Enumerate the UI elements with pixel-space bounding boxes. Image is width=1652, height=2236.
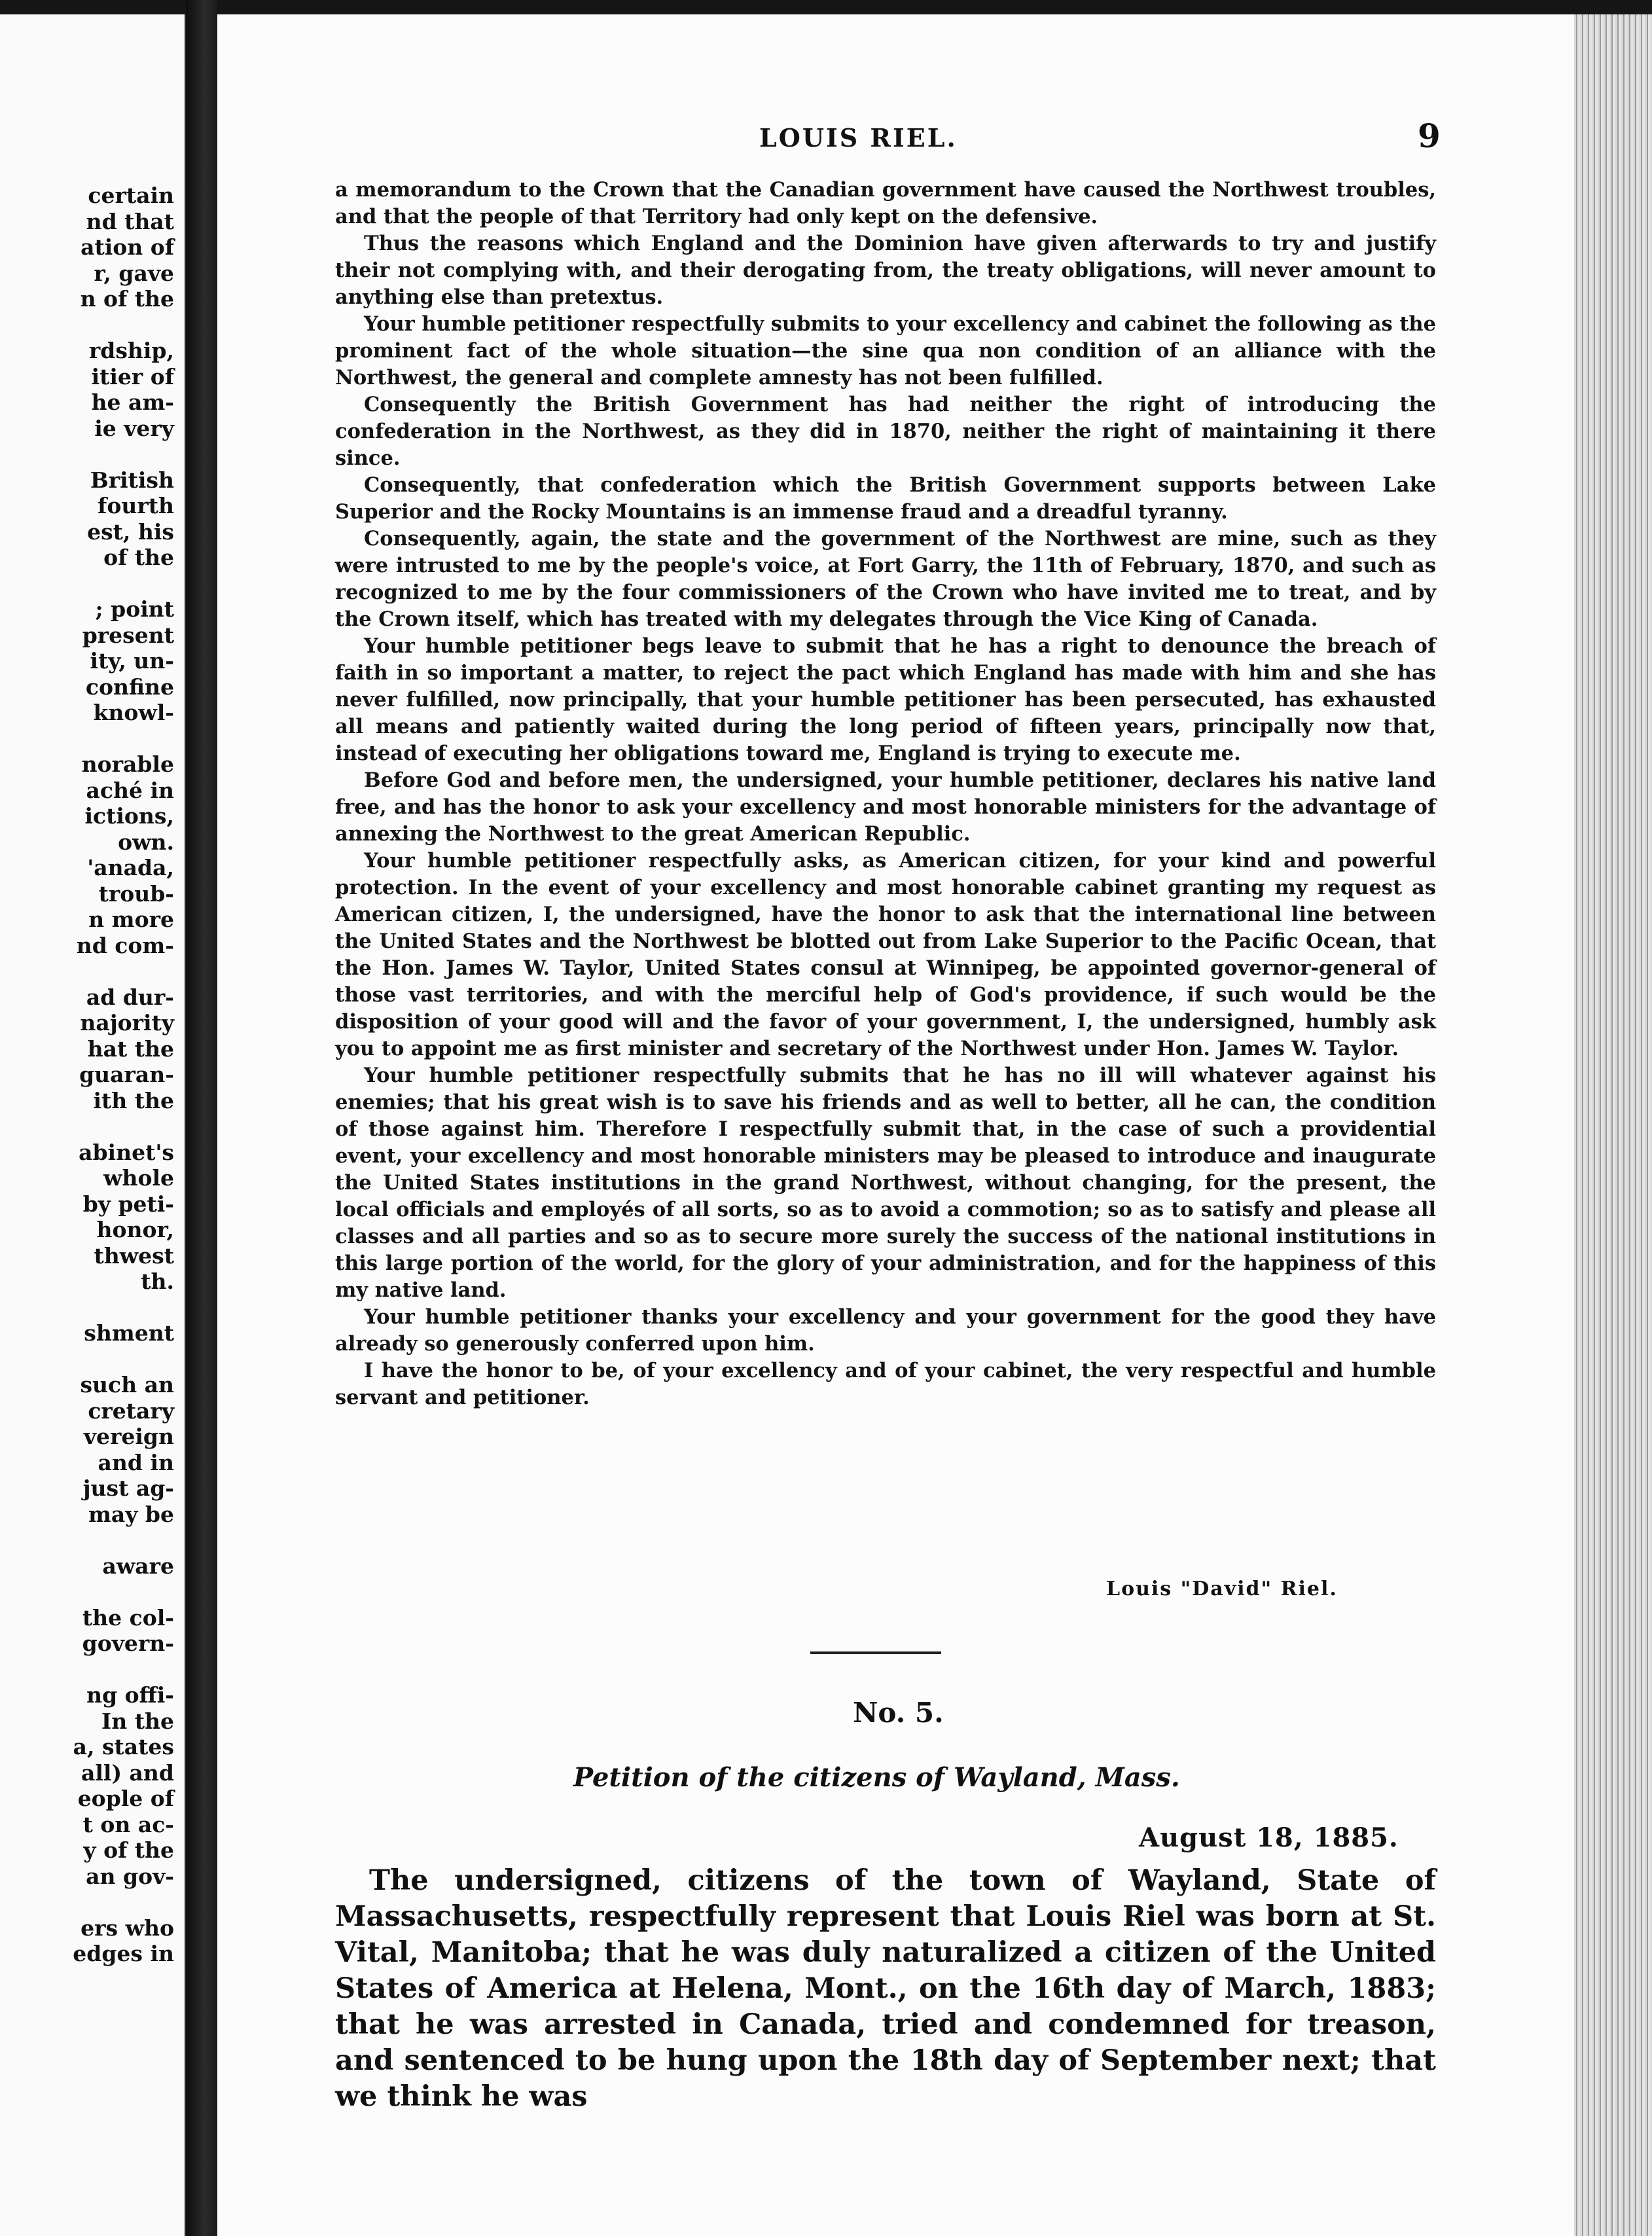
petition-date: August 18, 1885.	[1139, 1822, 1399, 1853]
left-page-line: honor,	[96, 1217, 174, 1242]
paragraph: Thus the reasons which England and the Dominion have given afterwards to try and justify their not complying with, and their derogating from, the treaty obligations, will never amount to anything else than pretextus.	[335, 232, 1436, 309]
paragraph: a memorandum to the Crown that the Canadian government have caused the Northwest troubles, and that the people of that Territory had only kept on the defensive.	[335, 178, 1436, 228]
left-page-line: ers who	[81, 1915, 174, 1941]
paragraph: Consequently, again, the state and the government of the Northwest are mine, such as they were intrusted to me by the people's voice, at Fort Garry, the 11th of February, 1870, and such as recognized to me by the four commissioners of the Crown who have invited me to treat, and by the Crown itself, which has treated with my delegates through the Vice King of Canada.	[335, 527, 1436, 631]
left-page-line: ation of	[81, 234, 174, 260]
left-page-line: of the	[103, 545, 174, 570]
left-page-line: ; point	[95, 596, 174, 622]
paragraph: Your humble petitioner respectfully submits that he has no ill will whatever against his enemies; that his great wish is to save his friends and as well to better, all he can, the condition of those against him. Therefore I respectfully submit that, in the case of such a providential event, your excellency and most honorable ministers may be pleased to introduce and inaugurate the United States institutions in the grand Northwest, without changing, for the present, the local officials and employés of all sorts, so as to avoid a commotion; so as to satisfy and please all classes and all parties and so as to secure more surely the success of the national institutions in this large portion of the world, for the glory of your administration, and for the happiness of this my native land.	[335, 1064, 1436, 1302]
paragraph: I have the honor to be, of your excellency and of your cabinet, the very respectful and humble servant and petitioner.	[335, 1359, 1436, 1409]
left-page-fragment	[0, 14, 186, 2236]
body-text	[335, 177, 1436, 1411]
left-page-line: shment	[84, 1320, 174, 1346]
left-page-line: y of the	[83, 1837, 174, 1863]
paragraph: Consequently, that confederation which the British Government supports between Lake Superior and the Rocky Mountains is an immense fraud and a dreadful tyranny.	[335, 473, 1436, 524]
left-page-line: est, his	[87, 518, 174, 545]
signature: Louis "David" Riel.	[1106, 1578, 1338, 1600]
left-page-line: and in	[98, 1449, 174, 1475]
left-page-line: nd com-	[76, 932, 174, 958]
left-page-line: all) and	[81, 1759, 174, 1786]
left-page-line: itier of	[91, 363, 174, 389]
left-page-line: may be	[88, 1501, 174, 1527]
paragraph: Your humble petitioner respectfully asks, as American citizen, for your kind and powerful protection. In the event of your excellency and most honorable cabinet granting my request as American citizen, I, the undersigned, have the honor to ask that the international line between the United States and the Northwest be blotted out from Lake Superior to the Pacific Ocean, that the Hon. James W. Taylor, United States consul at Winnipeg, be appointed governor-general of those vast territories, and with the merciful help of God's providence, if such would be the disposition of your good will and the favor of your government, I, the undersigned, humbly ask you to appoint me as first minister and secretary of the Northwest under Hon. James W. Taylor.	[335, 849, 1436, 1060]
left-page-line: cretary	[88, 1398, 174, 1424]
left-page-line: eople of	[77, 1786, 174, 1811]
petition-text	[335, 1863, 1436, 2115]
left-page-line: ng offi-	[86, 1682, 174, 1708]
paragraph: The undersigned, citizens of the town of Wayland, State of Massachusetts, respectfully represent that Louis Riel was born at St. Vital, Manitoba; that he was duly naturalized a citizen of the United States of America at Helena, Mont., on the 16th day of March, 1883; that he was arrested in Canada, tried and condemned for treason, and sentenced to be hung upon the 18th day of September next; that we think he was	[335, 1864, 1436, 2113]
left-page-line: such an	[80, 1372, 174, 1398]
left-page-line: govern-	[82, 1631, 174, 1656]
left-page-line: by peti-	[82, 1191, 174, 1217]
left-page-line: certain	[88, 183, 174, 208]
left-page-line: present	[82, 622, 174, 648]
left-page-line: abinet's	[79, 1139, 174, 1165]
left-page-line: r, gave	[94, 260, 174, 286]
left-page-line: th.	[141, 1269, 174, 1294]
left-page-line: In the	[101, 1708, 174, 1734]
left-page-line: fourth	[98, 493, 174, 518]
section-rule	[810, 1651, 941, 1654]
left-page-line: a, states	[73, 1734, 174, 1759]
left-page-line: troub-	[98, 880, 174, 907]
page-number: 9	[1418, 117, 1441, 155]
left-page-line: own.	[118, 829, 174, 855]
left-page-line: just ag-	[82, 1475, 174, 1501]
book-gutter	[186, 0, 217, 2236]
left-page-line: vereign	[83, 1424, 174, 1449]
left-page-line: ie very	[94, 415, 174, 441]
paragraph: Your humble petitioner thanks your excellency and your government for the good they have already so generously conferred upon him.	[335, 1305, 1436, 1356]
left-page-line: ictions,	[84, 803, 174, 829]
left-page-line: confine	[85, 674, 174, 700]
left-page-line: edges in	[73, 1941, 174, 1966]
petition-title: Petition of the citizens of Wayland, Mass.	[573, 1762, 1180, 1793]
left-page-line: ad dur-	[86, 984, 174, 1010]
left-page-line: aware	[102, 1553, 174, 1579]
page-edge	[1574, 14, 1652, 2236]
left-page-line: ith the	[93, 1087, 174, 1113]
paragraph: Your humble petitioner respectfully submits to your excellency and cabinet the following as the prominent fact of the whole situation—the sine qua non condition of an alliance with the Northwest, the general and complete amnesty has not been fulfilled.	[335, 312, 1436, 389]
left-page-line: najority	[80, 1010, 174, 1036]
left-page-line: guaran-	[79, 1062, 174, 1087]
left-page-line: thwest	[94, 1242, 174, 1269]
left-page-line: he am-	[91, 389, 174, 415]
paragraph: Before God and before men, the undersigned, your humble petitioner, declares his native land free, and has the honor to ask your excellency and most honorable ministers for the advantage of annexing the Northwest to the great American Republic.	[335, 768, 1436, 846]
left-page-line: hat the	[87, 1036, 174, 1062]
running-head: LOUIS RIEL.	[759, 123, 958, 153]
left-page-line: nd that	[86, 208, 174, 234]
left-page-line: British	[90, 467, 174, 493]
left-page-line: knowl-	[93, 700, 174, 725]
paragraph: Consequently the British Government has had neither the right of introducing the confederation in the Northwest, as they did in 1870, neither the right of maintaining it there since.	[335, 393, 1436, 470]
paragraph: Your humble petitioner begs leave to submit that he has a right to denounce the breach of faith in so important a matter, to reject the pact which England has made with him and she has never fulfilled, now principally, that your humble petitioner has been persecuted, has exhausted all means and patiently waited during the long period of fifteen years, principally now that, instead of executing her obligations toward me, England is trying to execute me.	[335, 634, 1436, 765]
left-page-line: the col-	[82, 1604, 174, 1631]
left-page-line: rdship,	[88, 338, 174, 363]
left-page-line: aché in	[86, 777, 174, 803]
left-page-line: t on ac-	[82, 1811, 174, 1837]
left-page-line: n more	[88, 907, 174, 932]
document-number: No. 5.	[853, 1697, 944, 1729]
left-page-line: n of the	[80, 286, 174, 312]
left-page-line: 'anada,	[87, 855, 174, 880]
left-page-line: whole	[103, 1165, 174, 1191]
left-page-line: norable	[81, 751, 174, 777]
left-page-line: an gov-	[86, 1863, 174, 1889]
left-page-line: ity, un-	[90, 648, 174, 674]
